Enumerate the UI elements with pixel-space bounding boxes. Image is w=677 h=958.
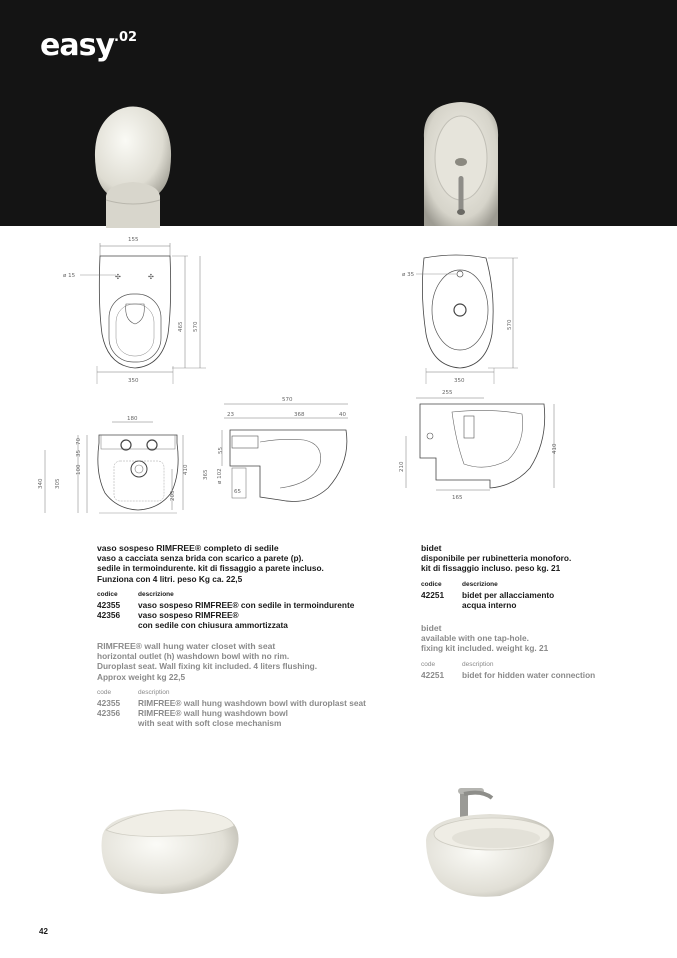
wc-col-desc-en: description xyxy=(138,688,170,696)
wc-item-desc-en-1: RIMFREE® wall hung washdown bowl with duroplast seat xyxy=(138,698,366,709)
dim-front-340: 340 xyxy=(38,478,44,489)
wc-item-desc-it-1: vaso sospeso RIMFREE® con sedile in termoindurente xyxy=(138,600,355,611)
bidet-side-view-drawing xyxy=(392,386,562,502)
wc-row-en-2 xyxy=(97,708,397,728)
wc-desc-it-1: vaso a cacciata senza brida con scarico a parete (p). xyxy=(97,553,304,564)
wc-spec-en xyxy=(97,641,397,729)
wc-row-it-1 xyxy=(97,600,387,610)
bidet-item-desc-en-1: bidet for hidden water connection xyxy=(462,669,596,680)
bidet-item-desc-it-1: bidet per allacciamento xyxy=(462,589,555,600)
bidet-dim-255: 255 xyxy=(442,390,453,396)
bidet-dim-depth: 570 xyxy=(507,319,513,330)
bidet-title-en: bidet xyxy=(421,623,442,633)
wc-table-header-it xyxy=(97,590,387,600)
dim-side-40: 40 xyxy=(339,412,346,418)
wc-desc-en-3: Approx weight kg 22,5 xyxy=(97,671,186,682)
dim-side-55: 55 xyxy=(218,447,224,454)
dim-side-23: 23 xyxy=(227,412,234,418)
dim-side-65: 65 xyxy=(234,489,241,495)
bidet-spec-it xyxy=(421,543,631,610)
bidet-code-it-1: 42251 xyxy=(421,589,445,600)
svg-text:✣: ✣ xyxy=(148,274,154,281)
bidet-table-header-en xyxy=(421,660,641,670)
page-number: 42 xyxy=(39,927,48,936)
dim-depth2: 570 xyxy=(193,321,199,332)
dim-side-102: ø 102 xyxy=(217,468,223,484)
wc-row-en-1 xyxy=(97,698,397,708)
bidet-dim-165: 165 xyxy=(452,495,463,501)
wc-desc-en-2: Duroplast seat. Wall fixing kit included. 4 liters flushing. xyxy=(97,661,318,672)
bidet-dim-210: 210 xyxy=(399,461,405,472)
wc-perspective-photo xyxy=(94,798,244,898)
bidet-spec-en xyxy=(421,623,641,680)
wc-code-en-2: 42356 xyxy=(97,708,121,719)
wc-desc-it-3: Funziona con 4 litri. peso Kg ca. 22,5 xyxy=(97,573,243,584)
wc-code-it-2: 42356 xyxy=(97,610,121,621)
bidet-col-code-it: codice xyxy=(421,580,442,588)
dim-top-width: 155 xyxy=(128,237,139,243)
wc-desc-it-2: sedile in termoindurente. kit di fissaggio a parete incluso. xyxy=(97,563,324,574)
bidet-dim-hole: ø 35 xyxy=(402,272,415,278)
dim-front-410: 410 xyxy=(183,464,189,475)
wc-item-desc2-it-2: con sedile con chiusura ammortizzata xyxy=(138,620,288,631)
wc-item-desc-en-2: RIMFREE® wall hung washdown bowl xyxy=(138,708,288,719)
brand-logo xyxy=(40,28,137,63)
wc-item-desc2-en-2: with seat with soft close mechanism xyxy=(138,718,282,729)
brand-name: easy xyxy=(40,28,115,63)
dim-front-100: 100 xyxy=(76,464,82,475)
bidet-row-it-1 xyxy=(421,590,631,610)
bidet-desc-it-2: kit di fissaggio incluso. peso kg. 21 xyxy=(421,563,561,574)
dim-front-180: 180 xyxy=(127,416,138,422)
bidet-col-desc-it: descrizione xyxy=(462,580,498,588)
bidet-code-en-1: 42251 xyxy=(421,669,445,680)
bidet-perspective-photo xyxy=(420,784,560,902)
wc-col-code-en: code xyxy=(97,688,112,696)
wc-title-en: RIMFREE® wall hung water closet with seat xyxy=(97,641,276,651)
bidet-col-desc-en: description xyxy=(462,660,494,668)
bidet-dim-width: 350 xyxy=(454,378,465,384)
bidet-col-code-en: code xyxy=(421,660,436,668)
dim-side-570: 570 xyxy=(282,397,293,403)
wc-title-it: vaso sospeso RIMFREE® completo di sedile xyxy=(97,543,279,553)
wc-spec-it xyxy=(97,543,387,631)
wc-col-desc-it: descrizione xyxy=(138,590,174,598)
wc-side-view-drawing xyxy=(196,392,358,512)
bidet-row-en-1 xyxy=(421,670,641,680)
dim-front-70: 70 xyxy=(76,438,82,445)
dim-front-205: 205 xyxy=(170,490,176,501)
brand-suffix: .02 xyxy=(114,30,138,45)
bidet-table-header-it xyxy=(421,580,631,590)
dim-side-365: 365 xyxy=(203,469,209,480)
svg-text:✣: ✣ xyxy=(115,274,121,281)
dim-depth1: 465 xyxy=(178,321,184,332)
dim-width: 350 xyxy=(128,378,139,384)
bidet-title-it: bidet xyxy=(421,543,442,553)
wc-row-it-2 xyxy=(97,610,387,630)
wc-item-desc-it-2: vaso sospeso RIMFREE® xyxy=(138,610,239,621)
wc-desc-en-1: horizontal outlet (h) washdown bowl with no rim. xyxy=(97,651,290,662)
wc-code-it-1: 42355 xyxy=(97,600,121,611)
bidet-dim-410: 410 xyxy=(552,443,558,454)
bidet-desc-en-1: available with one tap-hole. xyxy=(421,633,529,644)
wc-table-header-en xyxy=(97,688,397,698)
bidet-top-view-drawing xyxy=(402,254,524,386)
wc-front-photo xyxy=(88,100,178,228)
dim-front-305: 305 xyxy=(55,478,61,489)
wc-code-en-1: 42355 xyxy=(97,698,121,709)
dim-side-368: 368 xyxy=(294,412,305,418)
wc-col-code-it: codice xyxy=(97,590,118,598)
wc-top-view-drawing xyxy=(60,234,210,386)
bidet-item-desc2-it-1: acqua interno xyxy=(462,600,517,611)
bidet-desc-en-2: fixing kit included. weight kg. 21 xyxy=(421,643,549,654)
bidet-top-photo xyxy=(420,98,502,226)
dim-hole: ø 15 xyxy=(63,273,76,279)
bidet-desc-it-1: disponibile per rubinetteria monoforo. xyxy=(421,553,572,564)
wc-front-view-drawing xyxy=(35,413,195,521)
dim-front-35: 35 xyxy=(76,450,82,457)
